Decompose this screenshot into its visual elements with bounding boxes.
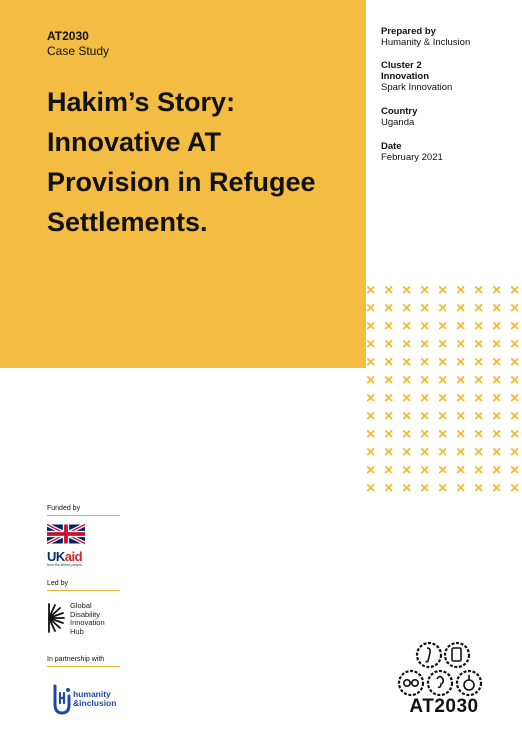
cross-mark: × xyxy=(420,372,430,389)
prepared-by-block xyxy=(381,26,516,48)
funded-by-rule xyxy=(47,515,120,516)
title-line: Hakim’s Story: xyxy=(47,87,236,117)
cross-mark: × xyxy=(492,462,502,479)
cross-mark: × xyxy=(384,300,394,317)
cross-mark: × xyxy=(366,282,376,299)
cross-mark: × xyxy=(456,462,466,479)
cross-mark: × xyxy=(366,300,376,317)
cross-mark: × xyxy=(420,390,430,407)
cross-mark: × xyxy=(366,426,376,443)
cross-mark: × xyxy=(366,372,376,389)
cross-mark: × xyxy=(474,390,484,407)
union-flag-icon xyxy=(47,523,85,545)
cross-mark: × xyxy=(438,462,448,479)
cross-mark: × xyxy=(492,372,502,389)
led-by-rule xyxy=(47,590,120,591)
cross-mark: × xyxy=(474,300,484,317)
cross-mark: × xyxy=(366,354,376,371)
cross-mark: × xyxy=(420,462,430,479)
ukaid-wordmark: UKaid xyxy=(47,549,83,564)
cross-mark: × xyxy=(510,390,520,407)
cross-mark: × xyxy=(510,426,520,443)
cross-mark: × xyxy=(492,336,502,353)
cross-mark: × xyxy=(402,408,412,425)
led-by-label: Led by xyxy=(47,580,69,587)
hi-wordmark: humanity &inclusion xyxy=(73,689,117,708)
cross-mark: × xyxy=(420,282,430,299)
cross-mark: × xyxy=(420,444,430,461)
cross-mark: × xyxy=(456,426,466,443)
date-block xyxy=(381,141,516,163)
title-line: Settlements. xyxy=(47,207,208,237)
cross-mark: × xyxy=(492,480,502,497)
cross-mark: × xyxy=(492,282,502,299)
cross-mark: × xyxy=(474,336,484,353)
cross-mark: × xyxy=(456,390,466,407)
cross-mark: × xyxy=(510,354,520,371)
cross-mark: × xyxy=(366,318,376,335)
cross-mark: × xyxy=(402,282,412,299)
cross-mark: × xyxy=(384,336,394,353)
cross-mark: × xyxy=(384,462,394,479)
country-block xyxy=(381,106,516,128)
cross-mark: × xyxy=(438,354,448,371)
cross-mark: × xyxy=(510,282,520,299)
cross-mark: × xyxy=(420,354,430,371)
title-line: Innovative AT xyxy=(47,127,222,157)
cross-mark: × xyxy=(402,354,412,371)
cross-mark: × xyxy=(456,372,466,389)
date-value: February 2021 xyxy=(381,152,443,163)
cross-mark: × xyxy=(402,300,412,317)
cross-mark: × xyxy=(510,300,520,317)
cross-mark: × xyxy=(420,480,430,497)
cross-mark: × xyxy=(366,480,376,497)
cross-mark: × xyxy=(510,336,520,353)
cross-mark: × xyxy=(438,480,448,497)
cross-mark: × xyxy=(366,390,376,407)
cross-mark: × xyxy=(510,372,520,389)
cross-mark: × xyxy=(438,372,448,389)
country-value: Uganda xyxy=(381,117,415,128)
cross-mark: × xyxy=(402,462,412,479)
cross-mark: × xyxy=(492,300,502,317)
cross-mark: × xyxy=(492,354,502,371)
gdi-sunburst-icon xyxy=(47,600,67,636)
cross-mark: × xyxy=(456,480,466,497)
cross-mark: × xyxy=(492,426,502,443)
cross-mark: × xyxy=(384,390,394,407)
cross-mark: × xyxy=(456,318,466,335)
cross-mark: × xyxy=(384,354,394,371)
cross-mark: × xyxy=(456,444,466,461)
cross-mark: × xyxy=(420,336,430,353)
cross-mark: × xyxy=(438,426,448,443)
cross-mark: × xyxy=(384,282,394,299)
partnership-label: In partnership with xyxy=(47,656,105,663)
cross-mark: × xyxy=(438,444,448,461)
cross-mark: × xyxy=(492,444,502,461)
cross-mark: × xyxy=(402,480,412,497)
cross-mark: × xyxy=(384,426,394,443)
funded-by-label: Funded by xyxy=(47,505,81,512)
cross-mark: × xyxy=(366,408,376,425)
cross-mark: × xyxy=(420,426,430,443)
cross-mark: × xyxy=(402,318,412,335)
gdi-wordmark: Global Disability Innovation Hub xyxy=(70,601,105,636)
cross-pattern xyxy=(366,283,522,496)
cluster-label: Cluster 2 Innovation xyxy=(381,60,430,82)
cross-mark: × xyxy=(402,444,412,461)
cross-mark: × xyxy=(510,444,520,461)
cross-mark: × xyxy=(474,408,484,425)
page-title xyxy=(47,82,357,242)
date-label: Date xyxy=(381,141,402,152)
at2030-wordmark: AT2030 xyxy=(409,696,479,717)
cross-mark: × xyxy=(438,336,448,353)
cross-mark: × xyxy=(510,462,520,479)
cross-mark: × xyxy=(492,318,502,335)
cross-mark: × xyxy=(384,480,394,497)
cross-mark: × xyxy=(420,408,430,425)
cross-mark: × xyxy=(420,318,430,335)
cross-mark: × xyxy=(510,318,520,335)
prepared-by-value: Humanity & Inclusion xyxy=(381,37,471,48)
cover-yellow-panel xyxy=(0,0,366,368)
ukaid-logo xyxy=(47,523,85,567)
cross-mark: × xyxy=(438,300,448,317)
cluster-block xyxy=(381,60,516,93)
cross-mark: × xyxy=(366,444,376,461)
cross-mark: × xyxy=(420,300,430,317)
cross-mark: × xyxy=(492,408,502,425)
cross-mark: × xyxy=(492,390,502,407)
cross-mark: × xyxy=(438,318,448,335)
cross-mark: × xyxy=(474,480,484,497)
country-label: Country xyxy=(381,106,418,117)
cross-mark: × xyxy=(402,390,412,407)
ukaid-tagline: from the British people xyxy=(47,563,83,567)
cross-mark: × xyxy=(384,444,394,461)
cross-mark: × xyxy=(438,282,448,299)
gdi-logo xyxy=(47,600,127,636)
cross-mark: × xyxy=(384,318,394,335)
cross-mark: × xyxy=(474,318,484,335)
title-line: Provision in Refugee xyxy=(47,167,316,197)
cross-mark: × xyxy=(384,408,394,425)
cross-mark: × xyxy=(438,390,448,407)
series-name: AT2030 xyxy=(47,29,89,43)
cross-mark: × xyxy=(474,282,484,299)
cross-mark: × xyxy=(402,336,412,353)
cross-mark: × xyxy=(510,408,520,425)
cross-mark: × xyxy=(384,372,394,389)
cross-mark: × xyxy=(474,462,484,479)
cross-mark: × xyxy=(474,354,484,371)
cross-mark: × xyxy=(366,336,376,353)
hi-hand-icon xyxy=(51,684,71,716)
partnership-rule xyxy=(47,666,120,667)
cross-mark: × xyxy=(402,372,412,389)
cross-mark: × xyxy=(456,354,466,371)
cross-mark: × xyxy=(474,372,484,389)
cross-mark: × xyxy=(456,282,466,299)
cross-mark: × xyxy=(456,408,466,425)
cross-mark: × xyxy=(474,444,484,461)
document-type: Case Study xyxy=(47,44,110,58)
cross-mark: × xyxy=(510,480,520,497)
cross-mark: × xyxy=(456,336,466,353)
cross-mark: × xyxy=(438,408,448,425)
cross-mark: × xyxy=(366,462,376,479)
cross-mark: × xyxy=(474,426,484,443)
cross-mark: × xyxy=(402,426,412,443)
cluster-value: Spark Innovation xyxy=(381,82,453,93)
cross-mark: × xyxy=(456,300,466,317)
humanity-inclusion-logo xyxy=(51,684,131,716)
prepared-by-label: Prepared by xyxy=(381,26,436,37)
